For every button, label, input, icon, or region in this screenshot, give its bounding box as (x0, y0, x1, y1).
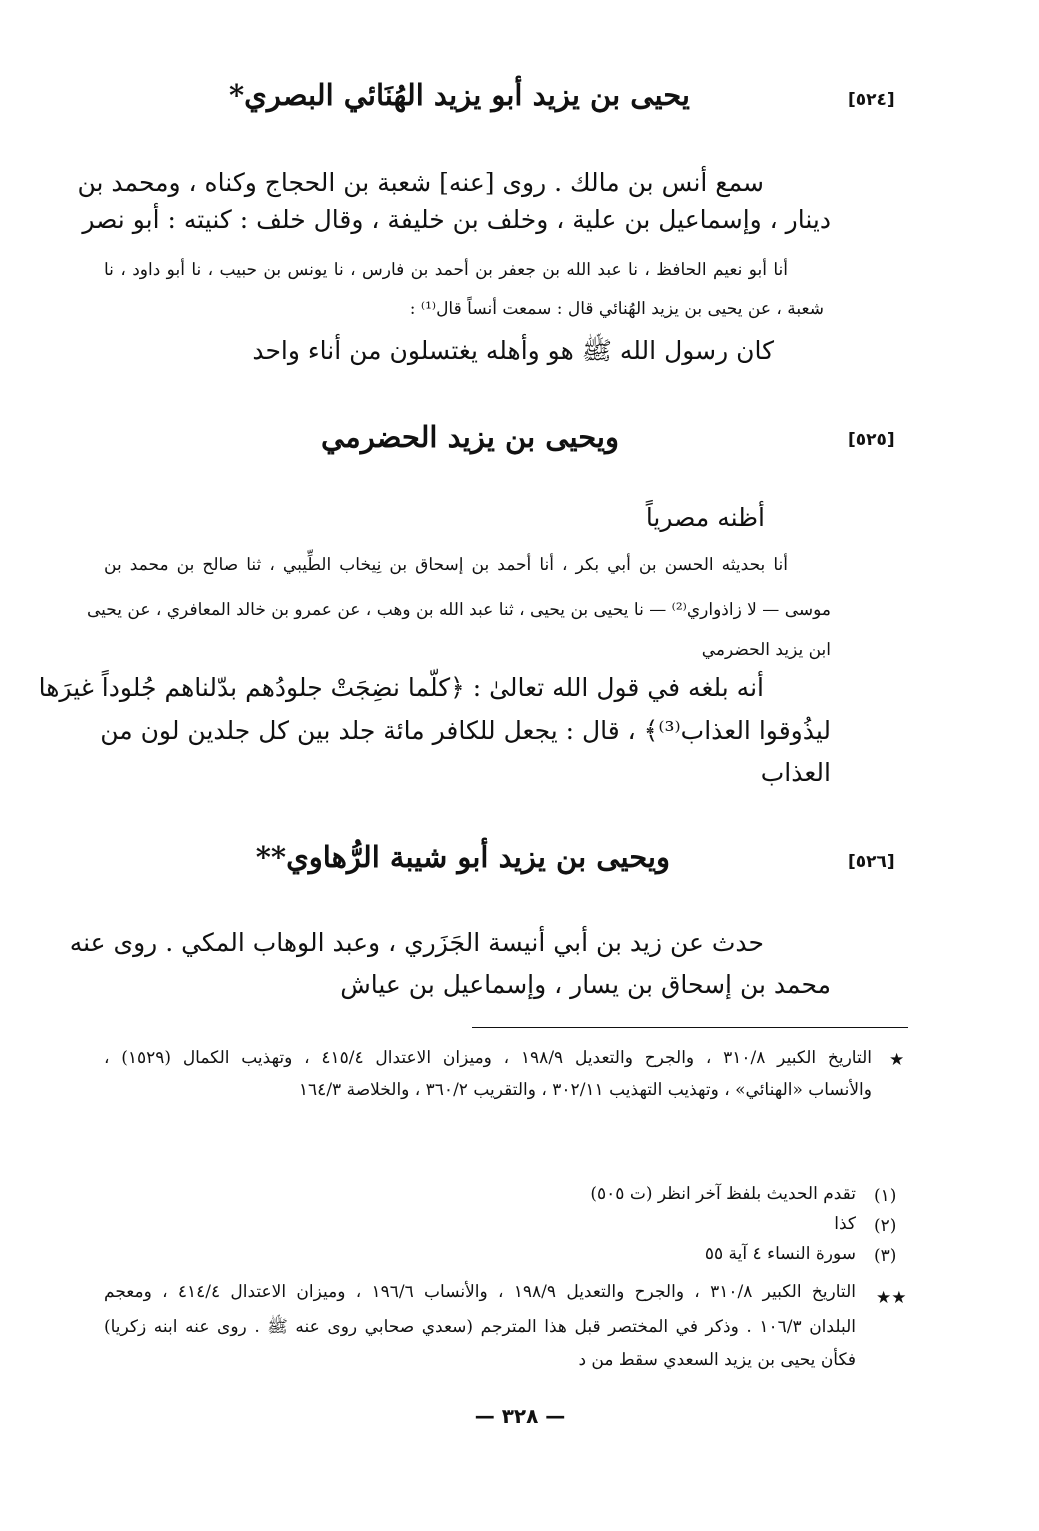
footnote-marker: ★ (889, 1050, 905, 1070)
footnote-line: فكأن يحيى بن يزيد السعدي سقط من د (578, 1350, 856, 1370)
page-number: — ٣٢٨ — (474, 1404, 566, 1428)
entry-heading: ويحيى بن يزيد الحضرمي (321, 420, 619, 454)
entry-number: [٥٢٤] (848, 90, 895, 110)
isnad-line: أنا بحديثه الحسن بن أبي بكر ، أنا أحمد بن إسحاق بن نِيخاب الطِّيبي ، ثنا صالح بن محمد بن (104, 555, 788, 575)
body-line: حدث عن زيد بن أبي أنيسة الجَزَري ، وعبد الوهاب المكي . روى عنه (69, 928, 764, 957)
footnote-text: كذا (834, 1214, 856, 1234)
entry-heading: ويحيى بن يزيد أبو شيبة الرُّهاوي** (255, 840, 670, 874)
footnote-line: التاريخ الكبير ٣١٠/٨ ، والجرح والتعديل ١٩٨/٩ ، والأنساب ١٩٦/٦ ، وميزان الاعتدال ٤١٤/٤ ، ومعجم (104, 1282, 856, 1302)
footnote-marker: ★★ (876, 1288, 907, 1308)
footnote-marker: (١) (874, 1186, 897, 1206)
footnote-marker: (٣) (874, 1246, 897, 1266)
hadith-line: أنه بلغه في قول الله تعالىٰ : ﴿كلّما نضِجَتْ جلودُهم بدّلناهم جُلوداً غيرَها (38, 673, 764, 702)
entry-number: [٥٢٦] (848, 852, 895, 872)
isnad-line: شعبة ، عن يحيى بن يزيد الهُنائي قال : سمعت أنساً قال⁽¹⁾ : (409, 299, 824, 319)
footnote-text: سورة النساء ٤ آية ٥٥ (704, 1244, 856, 1264)
body-line: سمع أنس بن مالك . روى [عنه] شعبة بن الحجاج وكناه ، ومحمد بن (77, 168, 764, 197)
footnote-line: البلدان ١٠٦/٣ . وذكر في المختصر قبل هذا المترجم (سعدي صحابي روى عنه ﷺ . روى عنه ابنه زكريا) (104, 1317, 856, 1337)
entry-heading: يحيى بن يزيد أبو يزيد الهُنَائي البصري* (228, 78, 690, 112)
footnote-text: تقدم الحديث بلفظ آخر انظر (ت ٥٠٥) (590, 1184, 856, 1204)
hadith-line: العذاب (760, 758, 831, 787)
footnote-marker: (٢) (874, 1216, 897, 1236)
hadith-line: ليذُوقوا العذاب⁽³⁾﴾ ، قال : يجعل للكافر مائة جلد بين كل جلدين لون من (100, 716, 831, 745)
hadith-line: كان رسول الله ﷺ هو وأهله يغتسلون من أناء واحد (252, 336, 774, 365)
body-line: أظنه مصرياً (645, 503, 765, 532)
body-line: محمد بن إسحاق بن يسار ، وإسماعيل بن عياش (340, 970, 831, 999)
footnote-rule (472, 1027, 908, 1028)
isnad-line: موسى — لا زاذواري⁽²⁾ — نا يحيى بن يحيى ، ثنا عبد الله بن وهب ، عن عمرو بن خالد المعافري ، عن يحيى (86, 600, 831, 620)
body-line: دينار ، وإسماعيل بن علية ، وخلف بن خليفة ، وقال خلف : كنيته : أبو نصر (82, 205, 831, 234)
isnad-line: أنا أبو نعيم الحافظ ، نا عبد الله بن جعفر بن أحمد بن فارس ، نا يونس بن حبيب ، نا أبو داود ، نا (104, 260, 788, 280)
entry-number: [٥٢٥] (848, 430, 895, 450)
footnote-line: التاريخ الكبير ٣١٠/٨ ، والجرح والتعديل ١٩٨/٩ ، وميزان الاعتدال ٤١٥/٤ ، وتهذيب الكمال (١٥٢٩) ، (104, 1048, 873, 1068)
footnote-line: والأنساب «الهنائي» ، وتهذيب التهذيب ٣٠٢/١١ ، والتقريب ٣٦٠/٢ ، والخلاصة ١٦٤/٣ (298, 1080, 872, 1100)
isnad-line: ابن يزيد الحضرمي (701, 640, 831, 660)
